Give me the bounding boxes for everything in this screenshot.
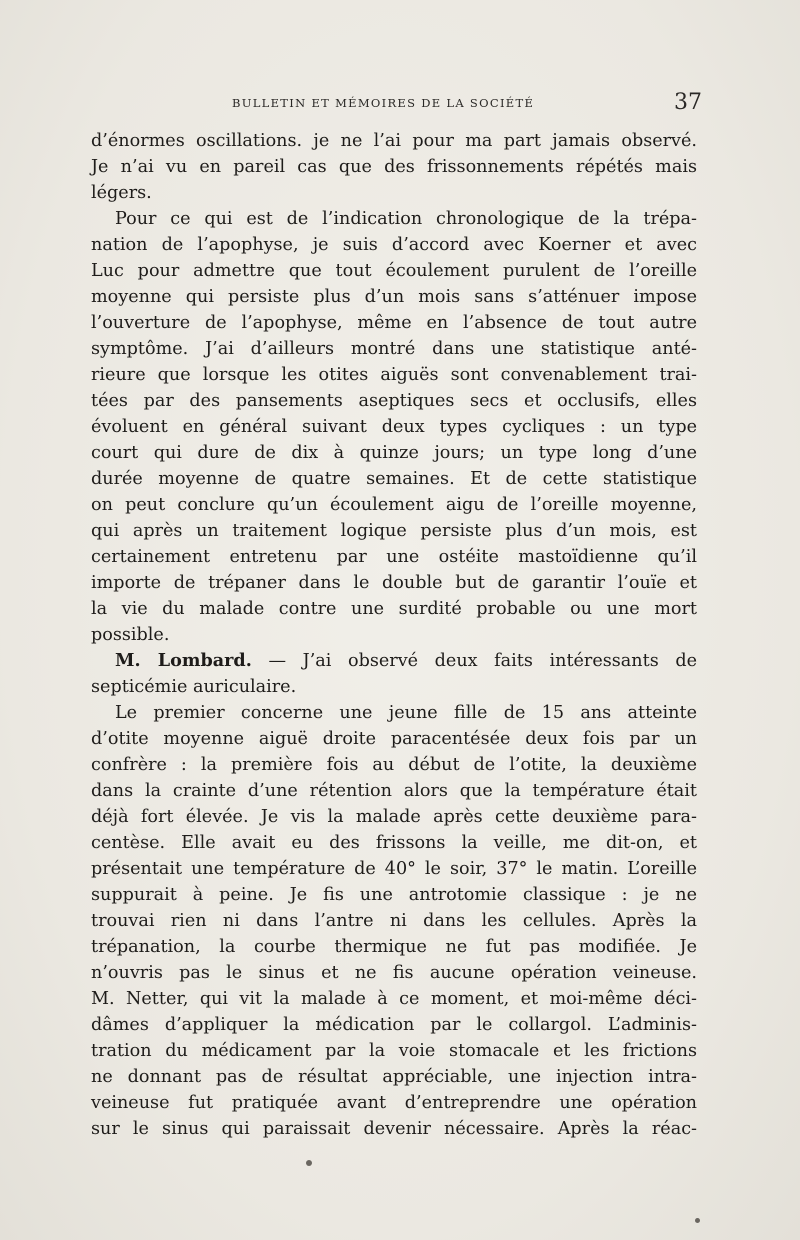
page-number: 37	[674, 90, 702, 115]
speaker-text: — J’ai observé deux faits intéressants de	[268, 651, 697, 671]
text-line: M. Netter, qui vit la malade à ce moment, et moi-même déci-	[91, 989, 697, 1009]
text-line: certainement entretenu par une ostéite mastoïdienne qu’il	[91, 547, 697, 567]
text-line: l’ouverture de l’apophyse, même en l’absence de tout autre	[91, 313, 697, 333]
text-line: possible.	[91, 625, 170, 645]
running-head: BULLETIN ET MÉMOIRES DE LA SOCIÉTÉ	[232, 96, 535, 110]
text-line: Je n’ai vu en pareil cas que des frissonnements répétés mais	[91, 157, 697, 177]
text-line: symptôme. J’ai d’ailleurs montré dans une statistique anté-	[91, 339, 697, 359]
text-line: confrère : la première fois au début de l’otite, la deuxième	[91, 755, 697, 775]
text-line: d’énormes oscillations. je ne l’ai pour ma part jamais observé.	[91, 131, 697, 151]
text-line: sur le sinus qui paraissait devenir nécessaire. Après la réac-	[91, 1119, 697, 1139]
text-line: Luc pour admettre que tout écoulement purulent de l’oreille	[91, 261, 697, 281]
text-line: légers.	[91, 183, 152, 203]
text-line: trépanation, la courbe thermique ne fut pas modifiée. Je	[91, 937, 697, 957]
text-line: dâmes d’appliquer la médication par le collargol. L’adminis-	[91, 1015, 697, 1035]
text-line: la vie du malade contre une surdité probable ou une mort	[91, 599, 697, 619]
text-line: n’ouvris pas le sinus et ne fis aucune opération veineuse.	[91, 963, 697, 983]
page-header	[232, 92, 702, 118]
text-line: qui après un traitement logique persiste plus d’un mois, est	[91, 521, 697, 541]
text-line: importe de trépaner dans le double but de garantir l’ouïe et	[91, 573, 697, 593]
text-line: nation de l’apophyse, je suis d’accord avec Koerner et avec	[91, 235, 697, 255]
text-line: moyenne qui persiste plus d’un mois sans s’atténuer impose	[91, 287, 697, 307]
text-line: tées par des pansements aseptiques secs et occlusifs, elles	[91, 391, 697, 411]
text-line-speaker	[91, 648, 697, 674]
text-line: durée moyenne de quatre semaines. Et de cette statistique	[91, 469, 697, 489]
text-line: centèse. Elle avait eu des frissons la veille, me dit-on, et	[91, 833, 697, 853]
text-line: septicémie auriculaire.	[91, 677, 297, 697]
text-line: ne donnant pas de résultat appréciable, une injection intra-	[91, 1067, 697, 1087]
speaker-name: M. Lombard.	[115, 650, 252, 671]
paper-speck	[695, 1218, 700, 1223]
text-line: déjà fort élevée. Je vis la malade après cette deuxième para-	[91, 807, 697, 827]
text-line: Pour ce qui est de l’indication chronologique de la trépa-	[115, 209, 697, 229]
text-line: on peut conclure qu’un écoulement aigu de l’oreille moyenne,	[91, 495, 697, 515]
text-line: dans la crainte d’une rétention alors que la température était	[91, 781, 697, 801]
text-line: rieure que lorsque les otites aiguës sont convenablement trai-	[91, 365, 697, 385]
text-line: tration du médicament par la voie stomacale et les frictions	[91, 1041, 697, 1061]
text-line: évoluent en général suivant deux types cycliques : un type	[91, 417, 697, 437]
text-line: Le premier concerne une jeune fille de 15 ans atteinte	[115, 703, 697, 723]
text-line: trouvai rien ni dans l’antre ni dans les cellules. Après la	[91, 911, 697, 931]
text-line: présentait une température de 40° le soir, 37° le matin. L’oreille	[91, 859, 697, 879]
text-line: d’otite moyenne aiguë droite paracentésée deux fois par un	[91, 729, 697, 749]
text-line: suppurait à peine. Je fis une antrotomie classique : je ne	[91, 885, 697, 905]
paper-speck	[306, 1160, 312, 1166]
text-line: veineuse fut pratiquée avant d’entreprendre une opération	[91, 1093, 697, 1113]
text-line: court qui dure de dix à quinze jours; un type long d’une	[91, 443, 697, 463]
